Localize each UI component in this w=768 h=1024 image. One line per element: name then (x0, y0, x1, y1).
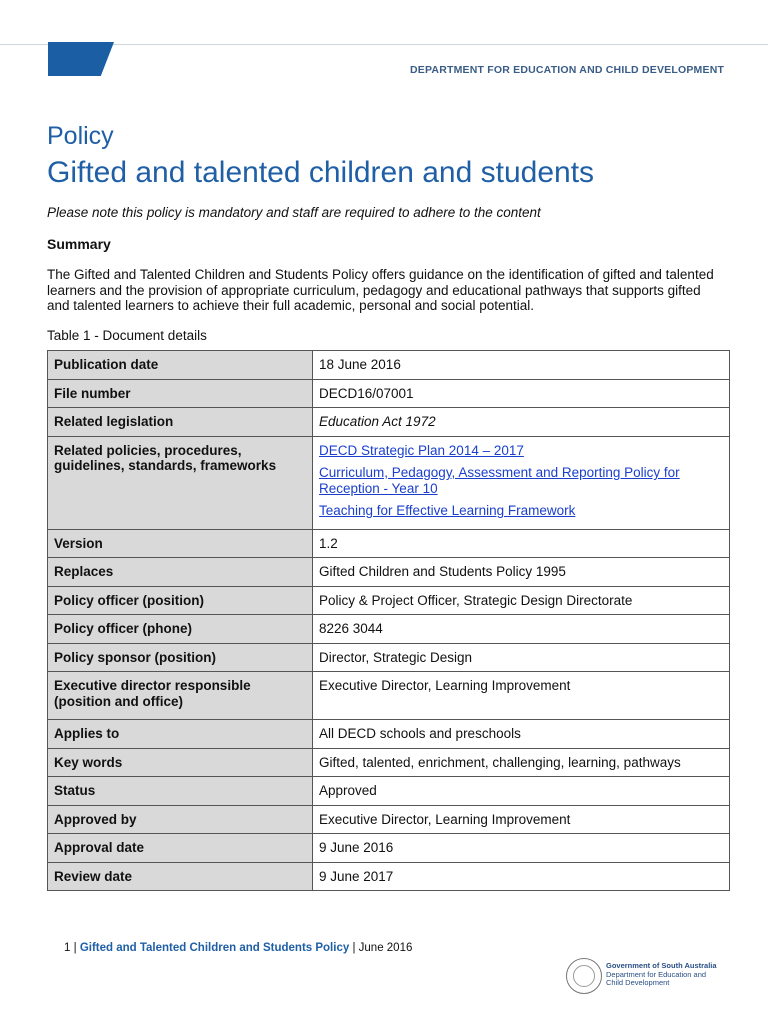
row-label: Publication date (48, 351, 313, 380)
row-label: Key words (48, 748, 313, 777)
table-row (48, 558, 730, 587)
table-caption: Table 1 - Document details (47, 328, 207, 343)
row-value: Approved (313, 777, 730, 806)
header-accent-band (48, 42, 114, 76)
footer-separator: | (352, 942, 356, 954)
page-number: 1 (64, 942, 71, 954)
row-value: 18 June 2016 (313, 351, 730, 380)
row-value: Gifted, talented, enrichment, challenging, learning, pathways (313, 748, 730, 777)
row-value: Executive Director, Learning Improvement (313, 805, 730, 834)
table-row (48, 672, 730, 720)
row-label: File number (48, 379, 313, 408)
department-name: DEPARTMENT FOR EDUCATION AND CHILD DEVELOPMENT (410, 64, 725, 76)
summary-heading: Summary (47, 236, 111, 252)
table-row (48, 529, 730, 558)
document-type: Policy (47, 122, 114, 150)
row-label: Policy sponsor (position) (48, 643, 313, 672)
row-value: 9 June 2016 (313, 834, 730, 863)
gov-line-1: Government of South Australia (606, 961, 717, 970)
table-row (48, 805, 730, 834)
link-strategic-plan[interactable]: DECD Strategic Plan 2014 – 2017 (319, 442, 524, 458)
table-row (48, 586, 730, 615)
footer-doc-title: Gifted and Talented Children and Students Policy (79, 942, 350, 954)
row-value: Policy & Project Officer, Strategic Design Directorate (313, 586, 730, 615)
row-value: 1.2 (313, 529, 730, 558)
header-rule (0, 44, 768, 45)
government-logo-text (606, 962, 717, 988)
row-value: All DECD schools and preschools (313, 720, 730, 749)
row-label: Policy officer (phone) (48, 615, 313, 644)
table-row (48, 748, 730, 777)
gov-line-2: Department for Education and (606, 969, 707, 979)
row-value: Gifted Children and Students Policy 1995 (313, 558, 730, 587)
table-row (48, 777, 730, 806)
mandatory-note: Please note this policy is mandatory and staff are required to adhere to the content (47, 205, 541, 220)
gov-line-3: Child Development (606, 978, 670, 987)
link-teaching-framework[interactable]: Teaching for Effective Learning Framework (319, 503, 576, 518)
row-label: Replaces (48, 558, 313, 587)
table-row (48, 720, 730, 749)
page-footer (64, 942, 412, 954)
government-crest-icon (566, 958, 602, 994)
table-row (48, 862, 730, 891)
row-label: Approved by (48, 805, 313, 834)
row-label: Related legislation (48, 408, 313, 437)
footer-separator: | (73, 942, 77, 954)
table-row (48, 436, 730, 529)
document-details-table (47, 350, 730, 891)
row-label: Related policies, procedures, guidelines, standards, frameworks (48, 436, 313, 529)
table-row (48, 834, 730, 863)
row-value: Director, Strategic Design (313, 643, 730, 672)
row-value: 8226 3044 (313, 615, 730, 644)
row-value-links (313, 436, 730, 529)
row-value: Executive Director, Learning Improvement (313, 672, 730, 720)
link-curriculum-policy[interactable]: Curriculum, Pedagogy, Assessment and Reporting Policy for Reception - Year 10 (319, 465, 680, 496)
table-row (48, 379, 730, 408)
row-value: 9 June 2017 (313, 862, 730, 891)
row-label: Policy officer (position) (48, 586, 313, 615)
table-row (48, 351, 730, 380)
row-label: Review date (48, 862, 313, 891)
footer-date: June 2016 (358, 942, 413, 954)
row-label: Applies to (48, 720, 313, 749)
row-label: Status (48, 777, 313, 806)
row-value: Education Act 1972 (313, 408, 730, 437)
row-label: Executive director responsible (position and office) (48, 672, 313, 720)
summary-text: The Gifted and Talented Children and Students Policy offers guidance on the identification of gifted and talented learners and the provision of appropriate curriculum, pedagogy and educational pathways that supports gifted and talented learners to achieve their full academic, personal and social potential. (47, 267, 714, 313)
table-row (48, 408, 730, 437)
page-title: Gifted and talented children and students (47, 156, 595, 189)
row-value: DECD16/07001 (313, 379, 730, 408)
row-label: Version (48, 529, 313, 558)
row-label: Approval date (48, 834, 313, 863)
table-row (48, 615, 730, 644)
table-row (48, 643, 730, 672)
